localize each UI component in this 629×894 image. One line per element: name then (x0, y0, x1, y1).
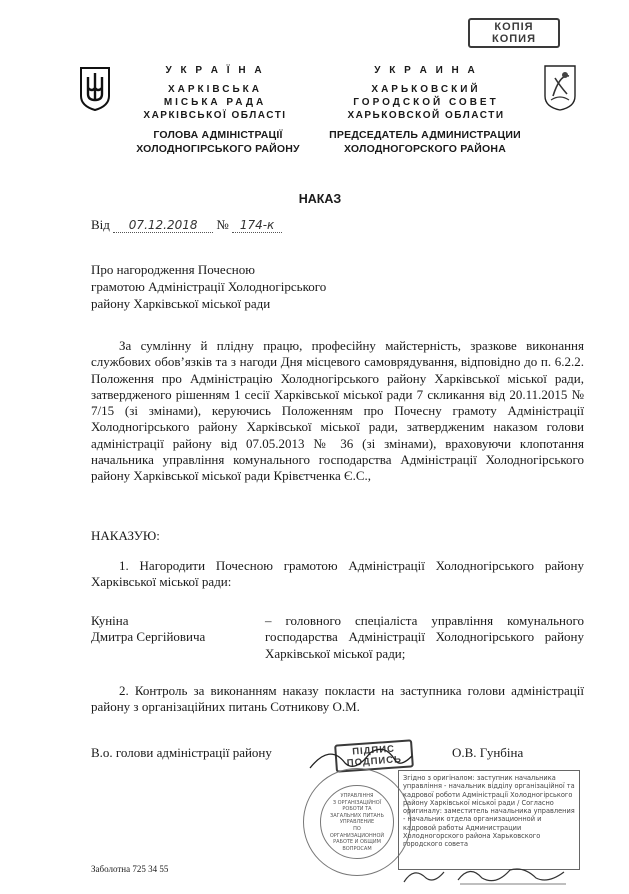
subject (91, 261, 326, 312)
subject-line3: району Харківської міської ради (91, 296, 271, 311)
order-word: НАКАЗУЮ: (91, 528, 160, 543)
footer-contact: Заболотна 725 34 55 (91, 864, 169, 874)
copy-stamp (468, 18, 560, 48)
seal-line-8: ВОПРОСАМ (342, 845, 372, 852)
seal-line-1: УПРАВЛІННЯ (340, 793, 374, 799)
header-ru (338, 64, 514, 122)
preamble: За сумлінну й плідну працю, професійну майстерність, зразкове виконання службових обов’язків та з нагоди Дня місцевого самоврядування, відповідно до п. 6.2.2. Положення про Адміністрацію Холодногірського району Харківської міської ради, затвердженого рішенням 1 сесії Харківської міської ради 7 скликання від 20.11.2015 № 7/15 (зі змінами), керуючись Положенням про Почесну грамоту Адміністрації Холодногірського району Харківської міської ради, затвердженим наказом голови адміністрації району від 07.05.2013 № 36 (зі змінами), враховуючи клопотання начальника управління комунального господарства Адміністрації Холодногірського району Харківської міської ради Крівєтченка Є.С., (91, 338, 584, 484)
order-date: 07.12.2018 (113, 218, 213, 233)
header-ua (130, 64, 300, 122)
date-prefix: Від (91, 217, 110, 232)
header-ru-country: У К Р А И Н А (374, 65, 478, 76)
subject-line1: Про нагородження Почесною (91, 262, 255, 277)
chief-title-ua (128, 128, 308, 156)
header-ua-country: У К Р А Ї Н А (165, 65, 265, 76)
number-prefix: № (216, 217, 229, 232)
certification-stamp: Згідно з оригіналом: заступник начальника управління - начальник відділу організаційної та кадрової роботи Адміністрації Холодногірського району Харківської міської ради / Согласно оригиналу: заместитель начальника управления - начальник отдела организационной и кадровой работы Администрации Холодногорского района Харьковского городского совета (398, 770, 580, 870)
subject-line2: грамотою Адміністрації Холодногірського (91, 279, 327, 294)
signature-stamp-ua: ПІДПИС (351, 743, 396, 758)
header-ua-line2: МІСЬКА РАДА (163, 97, 267, 108)
signatory-role: В.о. голови адміністрації району (91, 745, 272, 760)
chief-ru-line1: ПРЕДСЕДАТЕЛЬ АДМИНИСТРАЦИИ (329, 129, 521, 141)
seal-line-3: РОБОТИ ТА (342, 806, 372, 813)
signature-stamp-ru: ПОДПИСЬ (346, 754, 403, 769)
copy-stamp-ua: КОПІЯ (494, 21, 534, 33)
awardee-position: – головного спеціаліста управління комунального господарства Адміністрації Холодногірського району Харківської міської ради; (265, 613, 584, 661)
header-ru-line2: ГОРОДСКОЙ СОВЕТ (353, 97, 499, 108)
order-item-2: 2. Контроль за виконанням наказу покласти на заступника голови адміністрації району з організаційних питань Сотникову О.М. (91, 683, 584, 715)
chief-ua-line1: ГОЛОВА АДМІНІСТРАЦІЇ (153, 129, 283, 141)
kharkiv-emblem-icon (543, 64, 577, 112)
header-ru-line1: ХАРЬКОВСКИЙ (371, 84, 481, 95)
round-seal (303, 768, 411, 876)
round-seal-text (326, 793, 388, 852)
awardee-given-name: Дмитра Сергійовича (91, 629, 206, 645)
certifier-signature (400, 862, 570, 888)
order-item-1: 1. Нагородити Почесною грамотою Адміністрації Холодногірського району Харківської міської ради: (91, 558, 584, 590)
date-line (91, 217, 282, 233)
copy-stamp-ru: КОПИЯ (492, 33, 536, 45)
signatory-name: О.В. Гунбіна (452, 745, 524, 760)
seal-line-2: З ОРГАНІЗАЦІЙНОЇ (332, 799, 382, 806)
chief-ua-line2: ХОЛОДНОГІРСЬКОГО РАЙОНУ (136, 143, 300, 155)
chief-ru-line2: ХОЛОДНОГОРСКОГО РАЙОНА (344, 143, 506, 155)
ukraine-coat-of-arms-icon (79, 66, 111, 112)
seal-line-5: УПРАВЛЕНИЕ (339, 819, 375, 826)
seal-line-6: ПО ОРГАНИЗАЦИОННОЙ (329, 825, 385, 839)
document-title: НАКАЗ (298, 192, 342, 206)
awardee-surname: Куніна (91, 613, 129, 628)
seal-line-7: РАБОТЕ И ОБЩИМ (333, 839, 381, 846)
chief-title-ru (320, 128, 530, 156)
seal-line-4: ЗАГАЛЬНИХ ПИТАНЬ (330, 812, 384, 819)
header-ua-line1: ХАРКІВСЬКА (167, 84, 263, 95)
header-ru-line3: ХАРЬКОВСКОЙ ОБЛАСТИ (347, 110, 505, 121)
awardee-name (91, 613, 205, 646)
order-number: 174-к (232, 218, 282, 233)
handwritten-signature (300, 738, 420, 778)
header-ua-line3: ХАРКІВСЬКОЇ ОБЛАСТІ (143, 110, 287, 121)
